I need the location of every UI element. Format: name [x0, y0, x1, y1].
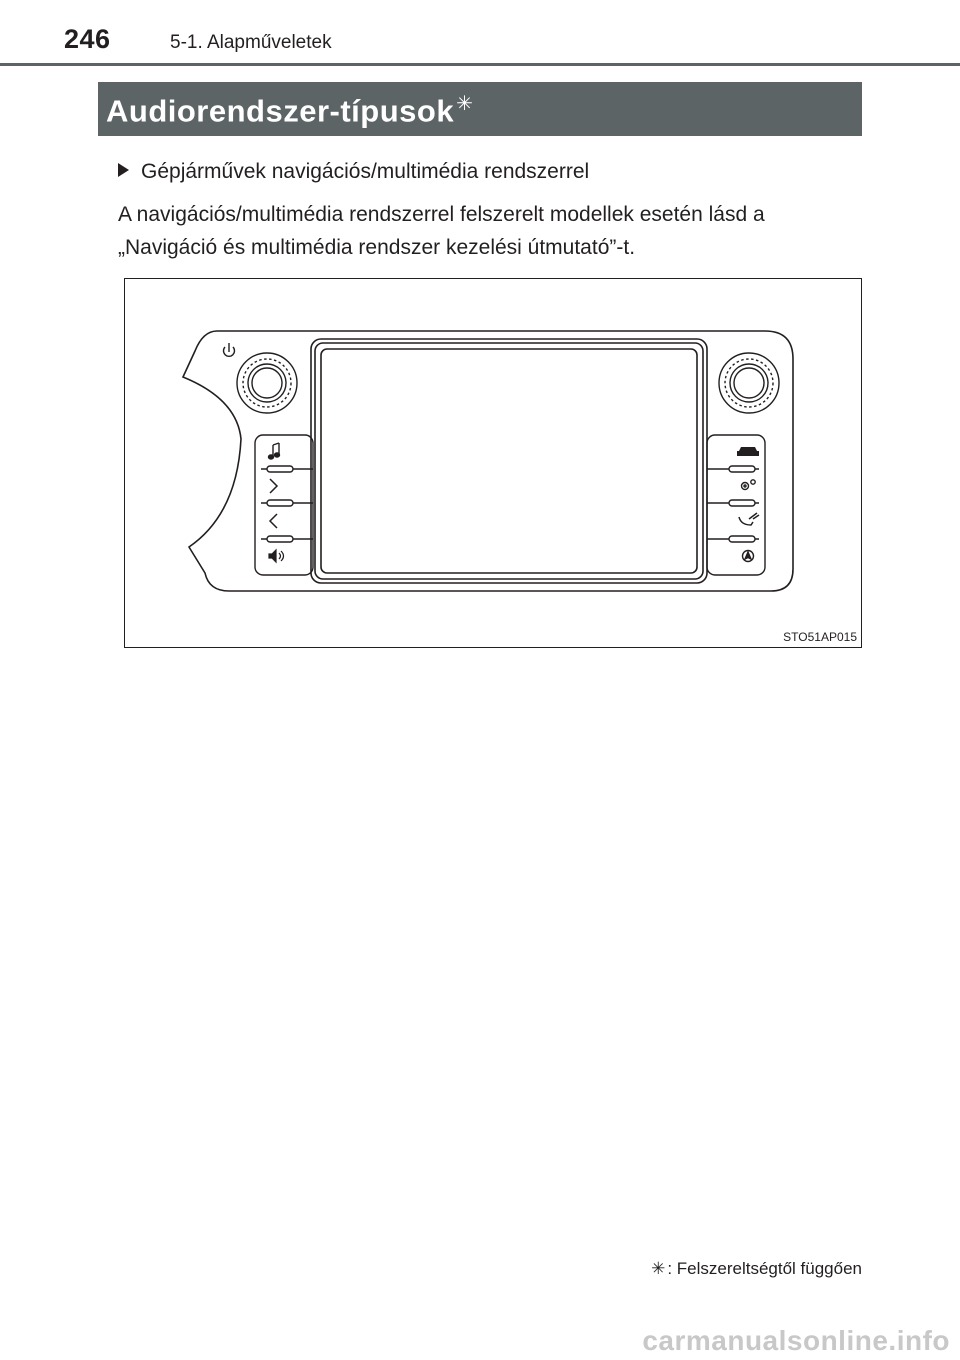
tune-knob	[719, 353, 779, 413]
volume-knob	[237, 353, 297, 413]
chapter-title: 5-1. Alapműveletek	[170, 32, 332, 53]
asterisk-icon: ✳	[456, 93, 474, 115]
audio-unit-figure	[124, 278, 862, 648]
screen-frame-outer	[311, 339, 707, 583]
seek-forward-icon	[270, 479, 277, 493]
section-title-text: Audiorendszer-típusok	[106, 93, 455, 129]
screen-display	[321, 349, 697, 573]
body-paragraph: A navigációs/multimédia rendszerrel felszerelt modellek esetén lásd a „Navigáció és multimédia rendszer kezelési útmutató”-t.	[118, 203, 765, 259]
screen-frame-mid	[315, 343, 703, 579]
watermark: carmanualsonline.info	[642, 1325, 950, 1356]
page-header	[0, 0, 960, 70]
bullet-item	[118, 160, 589, 184]
phone-icon	[739, 513, 759, 525]
settings-icon	[742, 480, 756, 490]
seek-back-icon	[270, 514, 277, 528]
footnote	[651, 1259, 862, 1279]
power-icon	[224, 343, 235, 356]
page-number: 246	[64, 24, 111, 54]
navigation-icon	[743, 551, 754, 562]
car-icon	[737, 447, 759, 456]
music-note-icon	[269, 443, 280, 459]
figure-code: STO51AP015	[783, 630, 857, 644]
bullet-text: Gépjárművek navigációs/multimédia rendszerrel	[141, 160, 590, 183]
audio-unit-illustration	[125, 279, 863, 649]
triangle-bullet-icon	[118, 163, 129, 177]
section-title	[106, 91, 473, 129]
speaker-icon	[269, 550, 284, 562]
asterisk-icon: ✳	[651, 1259, 666, 1278]
header-rule	[0, 63, 960, 66]
footnote-text: : Felszereltségtől függően	[667, 1259, 862, 1278]
section-title-bar	[98, 82, 862, 136]
